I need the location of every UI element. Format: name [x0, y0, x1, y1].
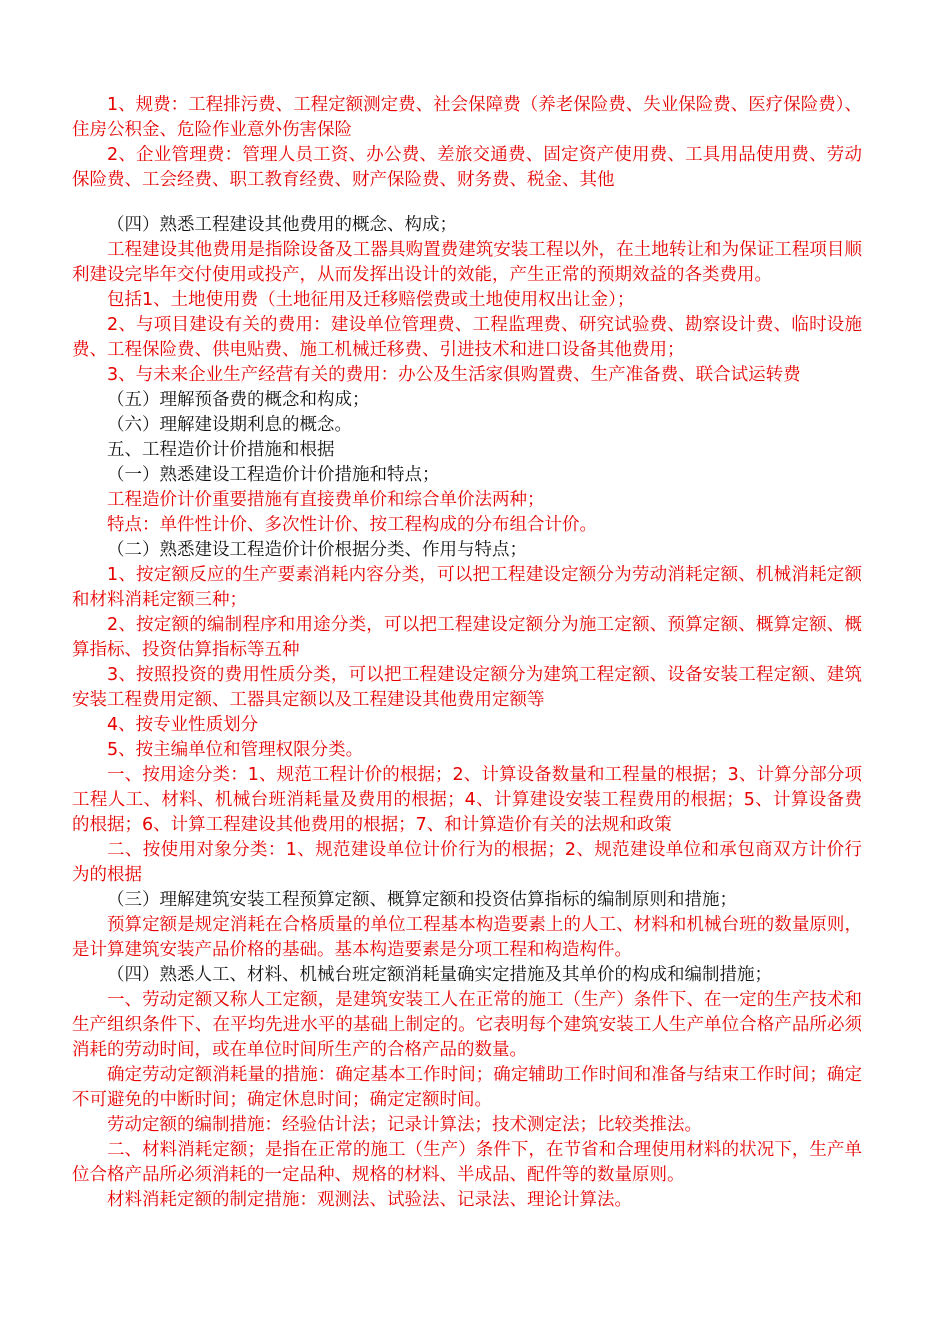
paragraph-quota-by-resources: 1、按定额反应的生产要素消耗内容分类，可以把工程建设定额分为劳动消耗定额、机械消耗定额和材料消耗定额三种； — [72, 565, 862, 610]
paragraph-classification-by-user: 二、按使用对象分类：1、规范建设单位计价行为的根据；2、规范建设单位和承包商双方计价行为的根据 — [72, 840, 862, 885]
paragraph-material-quota-definition: 二、材料消耗定额；是指在正常的施工（生产）条件下，在节省和合理使用材料的状况下，生产单位合格产品所必须消耗的一定品种、规格的材料、半成品、配件等的数量原则。 — [72, 1140, 862, 1185]
section-heading: （四）熟悉人工、材料、机械台班定额消耗量确实定措施及其单价的构成和编制措施； — [107, 965, 772, 985]
paragraph-labor-quota-methods: 劳动定额的编制措施：经验估计法；记录计算法；技术测定法；比较类推法。 — [107, 1115, 702, 1135]
paragraph-project-related-fees: 2、与项目建设有关的费用：建设单位管理费、工程监理费、研究试验费、勘察设计费、临时设施费、工程保险费、供电贴费、施工机械迁移费、引进技术和进口设备其他费用； — [72, 315, 862, 360]
paragraph-pricing-features: 特点：单件性计价、多次性计价、按工程构成的分布组合计价。 — [107, 515, 597, 535]
paragraph-classification-by-use: 一、按用途分类：1、规范工程计价的根据；2、计算设备数量和工程量的根据；3、计算分部分项工程人工、材料、机械台班消耗量及费用的根据；4、计算建设安装工程费用的根据；5、计算设备费的根据；6、计算工程建设其他费用的根据；7、和计算造价有关的法规和政策 — [72, 765, 862, 835]
paragraph-quota-by-profession: 4、按专业性质划分 — [107, 715, 259, 735]
section-heading: （六）理解建设期利息的概念。 — [107, 415, 352, 435]
paragraph-budget-quota-definition: 预算定额是规定消耗在合格质量的单位工程基本构造要素上的人工、材料和机械台班的数量原则，是计算建筑安装产品价格的基础。基本构造要素是分项工程和构造构件。 — [72, 915, 862, 960]
paragraph-material-quota-methods: 材料消耗定额的制定措施：观测法、试验法、记录法、理论计算法。 — [107, 1190, 632, 1210]
section-heading: （一）熟悉建设工程造价计价措施和特点； — [107, 465, 440, 485]
section-heading: （四）熟悉工程建设其他费用的概念、构成； — [107, 215, 457, 235]
paragraph-quota-by-cost-nature: 3、按照投资的费用性质分类，可以把工程建设定额分为建筑工程定额、设备安装工程定额、建筑安装工程费用定额、工器具定额以及工程建设其他费用定额等 — [72, 665, 862, 710]
section-heading: （三）理解建筑安装工程预算定额、概算定额和投资估算指标的编制原则和措施； — [107, 890, 737, 910]
section-heading: 五、工程造价计价措施和根据 — [107, 440, 335, 460]
paragraph-regulatory-fees: 1、规费：工程排污费、工程定额测定费、社会保障费（养老保险费、失业保险费、医疗保险费）、住房公积金、危险作业意外伤害保险 — [72, 95, 862, 140]
paragraph-land-use-fees: 包括1、土地使用费（土地征用及迁移赔偿费或土地使用权出让金）； — [107, 290, 635, 310]
paragraph-quota-by-authority: 5、按主编单位和管理权限分类。 — [107, 740, 364, 760]
section-heading: （五）理解预备费的概念和构成； — [107, 390, 370, 410]
paragraph-pricing-methods: 工程造价计价重要措施有直接费单价和综合单价法两种； — [107, 490, 545, 510]
paragraph-enterprise-management-fees: 2、企业管理费：管理人员工资、办公费、差旅交通费、固定资产使用费、工具用品使用费、劳动保险费、工会经费、职工教育经费、财产保险费、财务费、税金、其他 — [72, 145, 862, 190]
paragraph-gap — [72, 193, 862, 213]
section-heading: （二）熟悉建设工程造价计价根据分类、作用与特点； — [107, 540, 527, 560]
paragraph-future-operation-fees: 3、与未来企业生产经营有关的费用：办公及生活家俱购置费、生产准备费、联合试运转费 — [107, 365, 801, 385]
paragraph-quota-by-procedure: 2、按定额的编制程序和用途分类，可以把工程建设定额分为施工定额、预算定额、概算定额、概算指标、投资估算指标等五种 — [72, 615, 862, 660]
paragraph-labor-quota-definition: 一、劳动定额又称人工定额，是建筑安装工人在正常的施工（生产）条件下、在一定的生产技术和生产组织条件下、在平均先进水平的基础上制定的。它表明每个建筑安装工人生产单位合格产品所必须消耗的劳动时间，或在单位时间所生产的合格产品的数量。 — [72, 990, 862, 1060]
paragraph-labor-quota-measures: 确定劳动定额消耗量的措施：确定基本工作时间；确定辅助工作时间和准备与结束工作时间；确定不可避免的中断时间；确定休息时间；确定定额时间。 — [72, 1065, 862, 1110]
paragraph-other-costs-definition: 工程建设其他费用是指除设备及工器具购置费建筑安装工程以外，在土地转让和为保证工程项目顺利建设完毕年交付使用或投产，从而发挥出设计的效能，产生正常的预期效益的各类费用。 — [72, 240, 862, 285]
